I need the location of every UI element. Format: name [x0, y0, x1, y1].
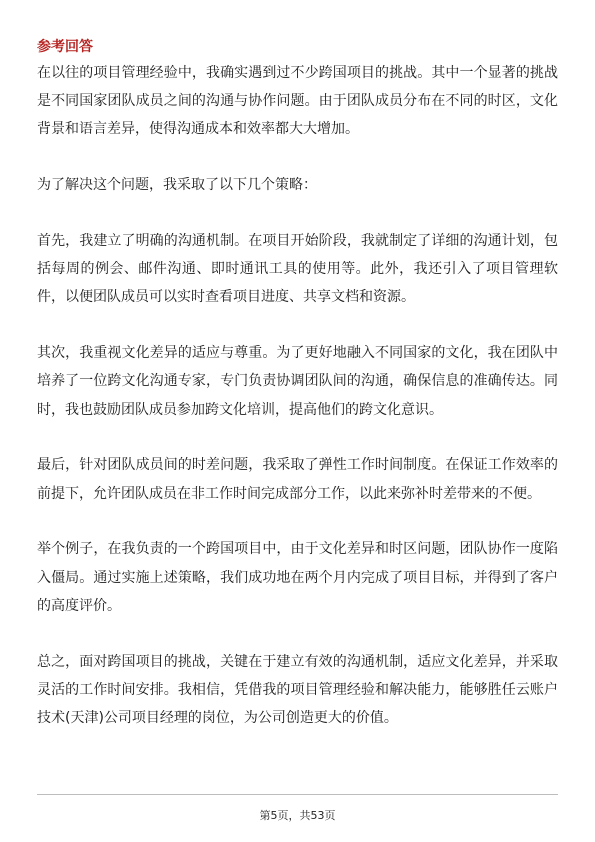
paragraph-strategy-lead: 为了解决这个问题，我采取了以下几个策略： — [37, 177, 317, 194]
paragraph-example: 举个例子，在我负责的一个跨国项目中，由于文化差异和时区问题，团队协作一度陷入僵局。通过实施上述策略，我们成功地在两个月内完成了项目目标，并得到了客户的高度评价。 — [37, 541, 558, 614]
paragraph-second: 其次，我重视文化差异的适应与尊重。为了更好地融入不同国家的文化，我在团队中培养了一位跨文化沟通专家，专门负责协调团队间的沟通，确保信息的准确传达。同时，我也鼓励团队成员参加跨文化培训，提高他们的跨文化意识。 — [37, 345, 558, 418]
paragraph-first: 首先，我建立了明确的沟通机制。在项目开始阶段，我就制定了详细的沟通计划，包括每周的例会、邮件沟通、即时通讯工具的使用等。此外，我还引入了项目管理软件，以便团队成员可以实时查看项目进度、共享文档和资源。 — [37, 233, 558, 306]
footer-divider — [37, 794, 558, 795]
answer-body — [37, 59, 558, 732]
paragraph-conclusion: 总之，面对跨国项目的挑战，关键在于建立有效的沟通机制，适应文化差异，并采取灵活的工作时间安排。我相信，凭借我的项目管理经验和解决能力，能够胜任云账户技术(天津)公司项目经理的岗位，为公司创造更大的价值。 — [37, 653, 558, 727]
page-number: 第5页，共53页 — [259, 809, 336, 822]
paragraph-last: 最后，针对团队成员间的时差问题，我采取了弹性工作时间制度。在保证工作效率的前提下，允许团队成员在非工作时间完成部分工作，以此来弥补时差带来的不便。 — [37, 457, 558, 502]
paragraph-intro: 在以往的项目管理经验中，我确实遇到过不少跨国项目的挑战。其中一个显著的挑战是不同国家团队成员之间的沟通与协作问题。由于团队成员分布在不同的时区，文化背景和语言差异，使得沟通成本和效率都大大增加。 — [37, 65, 558, 138]
section-heading: 参考回答 — [37, 39, 93, 55]
